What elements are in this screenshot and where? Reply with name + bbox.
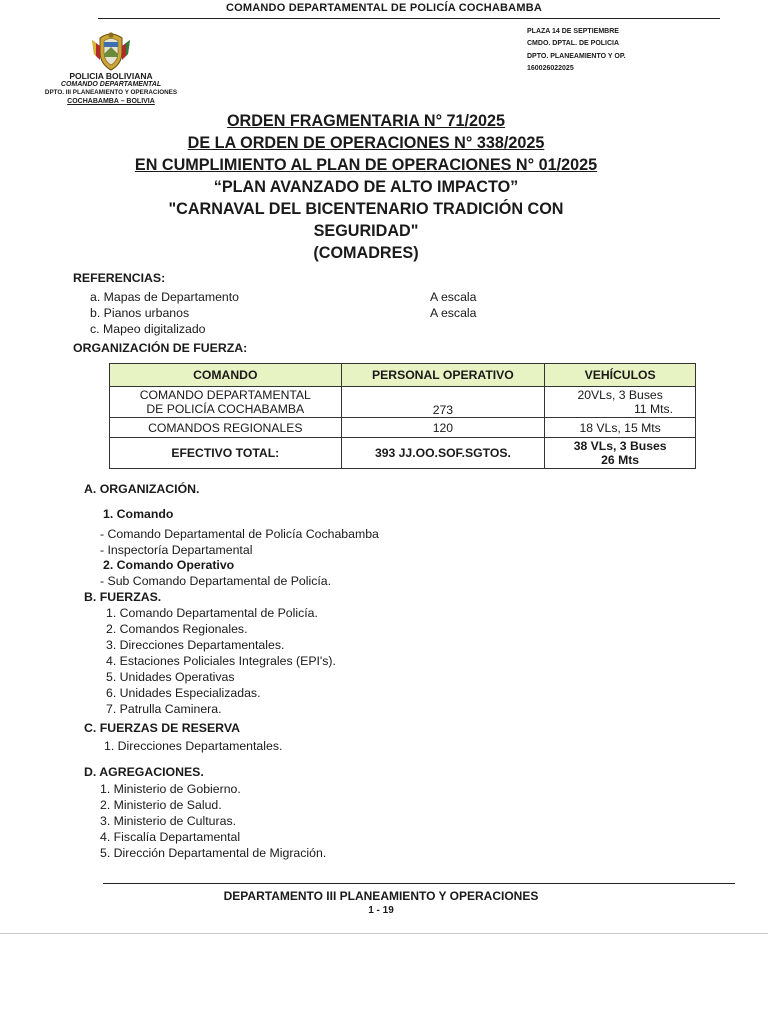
order-title [40,110,692,264]
list-item: 6. Unidades Especializadas. [106,686,261,700]
reference-line: CMDO. DPTAL. DE POLICIA [527,40,620,48]
cell-vehiculos: 20VLs, 3 Buses 11 Mts. [545,387,696,418]
cell-total-vehiculos: 38 VLs, 3 Buses 26 Mts [545,438,696,469]
title-line: EN CUMPLIMIENTO AL PLAN DE OPERACIONES N° 01/2025 [134,156,598,174]
list-item: - Sub Comando Departamental de Policía. [100,574,332,588]
reference-item: c. Mapeo digitalizado [90,322,206,336]
section-d-heading: D. AGREGACIONES. [84,765,204,779]
list-item: 7. Patrulla Caminera. [106,702,222,716]
table-row [110,387,696,418]
cell-vehiculos: 18 VLs, 15 Mts [545,418,696,438]
title-line: “PLAN AVANZADO DE ALTO IMPACTO” [213,178,519,196]
column-header-vehiculos: VEHÍCULOS [545,364,696,387]
cell-comando: COMANDOS REGIONALES [110,418,342,438]
references-heading: REFERENCIAS: [73,271,166,285]
force-organization-table [109,363,696,469]
list-item: 4. Fiscalía Departamental [100,830,241,844]
police-emblem-icon [86,30,136,72]
reference-line: PLAZA 14 DE SEPTIEMBRE [527,28,619,35]
section-b-heading: B. FUERZAS. [84,590,162,604]
reference-line: 160026022025 [527,65,574,73]
institution-unit: COMANDO DEPARTAMENTAL [60,80,162,88]
section-c-heading: C. FUERZAS DE RESERVA [84,721,241,735]
column-header-comando: COMANDO [110,364,342,387]
title-line: DE LA ORDEN DE OPERACIONES N° 338/2025 [187,134,545,152]
list-item: 2. Ministerio de Salud. [100,798,222,812]
title-line: SEGURIDAD" [313,222,419,240]
reference-item: a. Mapas de Departamento [90,290,240,304]
list-item: 3. Direcciones Departamentales. [106,638,285,652]
list-item: 5. Dirección Departamental de Migración. [100,846,327,860]
title-line: (COMADRES) [313,244,419,262]
column-header-personal: PERSONAL OPERATIVO [341,364,545,387]
cell-total-personal: 393 JJ.OO.SOF.SGTOS. [341,438,545,469]
cell-comando: COMANDO DEPARTAMENTAL DE POLICÍA COCHABAMBA [110,387,342,418]
reference-line: DPTO. PLANEAMIENTO Y OP. [527,52,626,60]
document-header-title: COMANDO DEPARTAMENTAL DE POLICÍA COCHABAMBA [226,2,542,14]
list-item: 5. Unidades Operativas [106,670,235,684]
force-organization-heading: ORGANIZACIÓN DE FUERZA: [73,341,248,355]
institution-name: POLICIA BOLIVIANA [69,71,153,81]
reference-scale: A escala [430,306,477,320]
table-header-row [110,364,696,387]
cell-personal: 120 [341,418,545,438]
list-item: 4. Estaciones Policiales Integrales (EPI's). [106,654,336,668]
subsection-comando: 1. Comando [103,507,174,521]
list-item: 1. Comando Departamental de Policía. [106,606,318,620]
header-divider [98,18,720,19]
list-item: 3. Ministerio de Culturas. [100,814,237,828]
table-row [110,418,696,438]
title-line: ORDEN FRAGMENTARIA N° 71/2025 [226,112,506,130]
list-item: 2. Comandos Regionales. [106,622,248,636]
table-total-row [110,438,696,469]
title-line: "CARNAVAL DEL BICENTENARIO TRADICIÓN CON [168,200,564,218]
institution-location: COCHABAMBA – BOLIVIA [67,97,155,105]
list-item: 1. Direcciones Departamentales. [104,739,283,753]
subsection-comando-operativo: 2. Comando Operativo [103,558,235,572]
section-a-heading: A. ORGANIZACIÓN. [84,482,200,496]
list-item: - Inspectoría Departamental [100,543,253,557]
list-item: - Comando Departamental de Policía Cochabamba [100,527,379,541]
logo-text-block [30,72,192,106]
footer-title: DEPARTAMENTO III PLANEAMIENTO Y OPERACIONES [223,889,539,903]
cell-total-label: EFECTIVO TOTAL: [110,438,342,469]
reference-block [527,26,626,76]
list-item: 1. Ministerio de Gobierno. [100,782,241,796]
institution-department: DPTO. III PLANEAMIENTO Y OPERACIONES [44,89,178,97]
page-edge [0,933,768,934]
reference-item: b. Pianos urbanos [90,306,190,320]
page-number: 1 - 19 [368,905,394,916]
reference-scale: A escala [430,290,477,304]
cell-personal: 273 [341,387,545,418]
footer-divider [103,883,735,884]
